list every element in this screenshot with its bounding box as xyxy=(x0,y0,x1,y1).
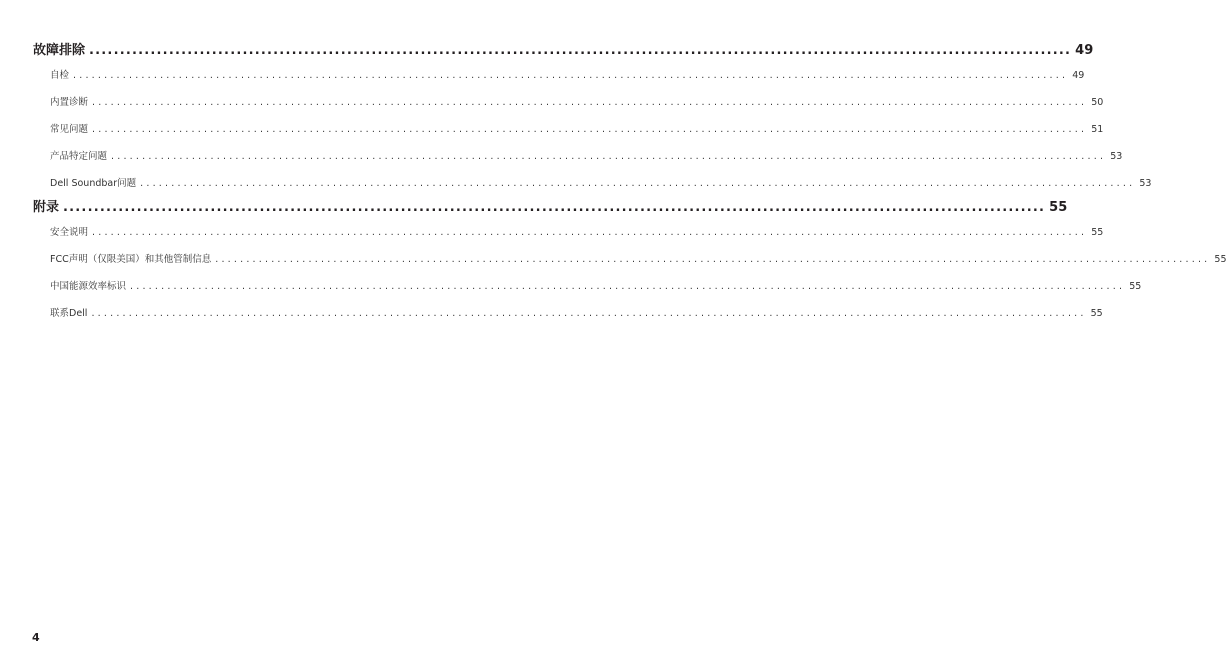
dot-leader: ................................................................................................................................................................ xyxy=(92,124,1088,135)
toc-item[interactable] xyxy=(33,62,1085,89)
toc-item[interactable] xyxy=(33,89,1104,116)
dot-leader: ................................................................................................................................................................ xyxy=(91,308,1087,319)
dot-leader: ................................................................................................................................................................ xyxy=(140,178,1136,189)
toc-item[interactable] xyxy=(33,219,1104,246)
toc-page-number: 49 xyxy=(1072,70,1085,81)
dot-leader: ................................................................................................................................................................ xyxy=(92,97,1088,108)
toc-page-number: 53 xyxy=(1110,151,1123,162)
toc-page-number: 51 xyxy=(1091,124,1104,135)
toc-page-number: 53 xyxy=(1139,178,1152,189)
toc-item[interactable] xyxy=(33,273,1142,300)
toc-item[interactable] xyxy=(33,246,1227,273)
toc-chapter-troubleshooting[interactable] xyxy=(33,40,1094,62)
toc-page-number: 50 xyxy=(1091,97,1104,108)
page-number: 4 xyxy=(32,631,40,644)
toc-item-title: 内置诊断 xyxy=(50,97,89,108)
toc-chapter-title: 附录 xyxy=(33,200,60,215)
toc-item[interactable] xyxy=(33,170,1152,197)
dot-leader: ................................................................................................................................................................ xyxy=(215,254,1211,265)
toc-item[interactable] xyxy=(33,143,1123,170)
dot-leader: ................................................................................................................................................................ xyxy=(92,227,1088,238)
toc-item-title: 中国能源效率标识 xyxy=(50,281,127,292)
toc-page-number: 55 xyxy=(1091,227,1104,238)
toc-chapter-appendix[interactable] xyxy=(33,197,1068,219)
toc-page-number: 55 xyxy=(1129,281,1142,292)
toc-item-title: Dell Soundbar问题 xyxy=(50,178,137,189)
dot-leader: ................................................................................................................................................................ xyxy=(73,70,1069,81)
toc-page-number: 55 xyxy=(1214,254,1227,265)
dot-leader: ................................................................................................................................................................ xyxy=(130,281,1126,292)
toc-chapter-title: 故障排除 xyxy=(33,43,86,58)
toc-item-title: 自检 xyxy=(50,70,70,81)
toc-item-title: 产品特定问题 xyxy=(50,151,108,162)
table-of-contents xyxy=(33,40,1227,327)
dot-leader: ................................................................................................................................................................ xyxy=(111,151,1107,162)
toc-item[interactable] xyxy=(33,300,1103,327)
dot-leader: ................................................................................................................................................................ xyxy=(89,43,1072,58)
toc-item-title: 安全说明 xyxy=(50,227,89,238)
toc-item-title: FCC声明（仅限美国）和其他管制信息 xyxy=(50,254,212,265)
toc-item-title: 常见问题 xyxy=(50,124,89,135)
toc-item-title: 联系Dell xyxy=(50,308,88,319)
dot-leader: ................................................................................................................................................................ xyxy=(63,200,1046,215)
toc-page-number: 55 xyxy=(1090,308,1103,319)
toc-page-number: 55 xyxy=(1049,200,1068,215)
toc-page-number: 49 xyxy=(1075,43,1094,58)
toc-item[interactable] xyxy=(33,116,1104,143)
